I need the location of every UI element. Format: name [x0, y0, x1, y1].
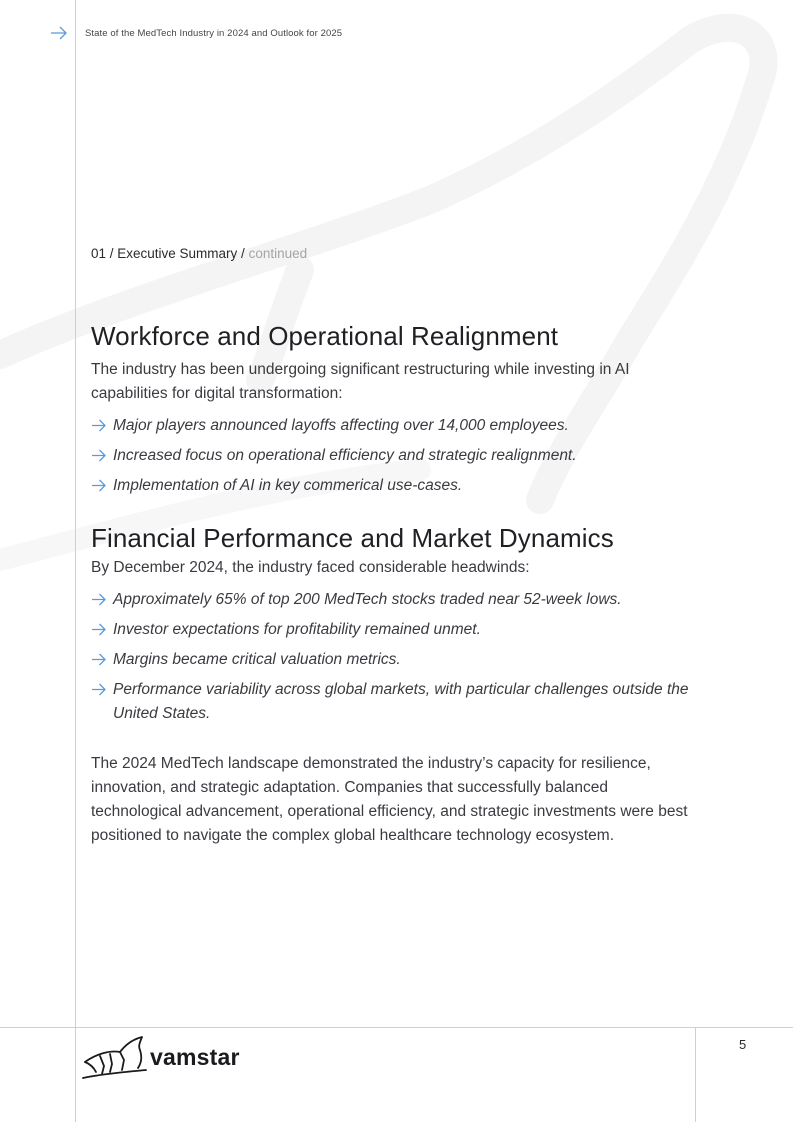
closing-paragraph: The 2024 MedTech landscape demonstrated the industry’s capacity for resilience, innovation, and strategic adaptation. Companies that successfully balanced technological advancement, operational efficiency, and strategic investments were best positioned to navigate the complex global healthcare technology ecosystem.	[91, 755, 688, 844]
header-arrow-icon	[50, 26, 68, 40]
left-margin-rule	[75, 0, 76, 1122]
bullet-list	[91, 588, 701, 726]
document-title: State of the MedTech Industry in 2024 and Outlook for 2025	[85, 28, 343, 39]
page-number: 5	[739, 1037, 747, 1052]
section-intro: By December 2024, the industry faced considerable headwinds:	[91, 559, 530, 576]
list-item-text: Margins became critical valuation metrics.	[113, 651, 401, 668]
continued-label: continued	[248, 246, 308, 261]
list-item-text: Performance variability across global markets, with particular challenges outside the United States.	[113, 681, 689, 722]
list-item-text: Major players announced layoffs affecting over 14,000 employees.	[113, 417, 569, 434]
list-item	[91, 474, 701, 498]
section-heading: Workforce and Operational Realignment	[91, 321, 559, 351]
arrow-right-icon	[91, 623, 107, 636]
arrow-right-icon	[91, 653, 107, 666]
list-item-text: Investor expectations for profitability remained unmet.	[113, 621, 481, 638]
arrow-right-icon	[91, 593, 107, 606]
bullet-list	[91, 414, 701, 498]
list-item-text: Increased focus on operational efficiency and strategic realignment.	[113, 447, 577, 464]
section-name: 01 / Executive Summary /	[91, 246, 245, 261]
list-item	[91, 618, 701, 642]
main-content	[91, 318, 701, 848]
arrow-right-icon	[91, 479, 107, 492]
list-item	[91, 444, 701, 468]
list-item-text: Approximately 65% of top 200 MedTech stocks traded near 52-week lows.	[113, 591, 622, 608]
list-item	[91, 648, 701, 672]
list-item-text: Implementation of AI in key commerical use-cases.	[113, 477, 463, 494]
list-item	[91, 414, 701, 438]
section-intro: The industry has been undergoing significant restructuring while investing in AI capabilities for digital transformation:	[91, 361, 630, 402]
list-item	[91, 678, 701, 726]
financial-section	[91, 520, 701, 726]
footer-divider	[695, 1027, 696, 1122]
footer-rule	[0, 1027, 793, 1028]
workforce-section	[91, 318, 701, 498]
wolf-logo-icon	[80, 1034, 150, 1082]
arrow-right-icon	[91, 683, 107, 696]
list-item	[91, 588, 701, 612]
brand-name: vamstar	[150, 1044, 240, 1070]
section-heading: Financial Performance and Market Dynamics	[91, 523, 614, 553]
section-breadcrumb	[91, 246, 307, 261]
arrow-right-icon	[91, 419, 107, 432]
arrow-right-icon	[91, 449, 107, 462]
